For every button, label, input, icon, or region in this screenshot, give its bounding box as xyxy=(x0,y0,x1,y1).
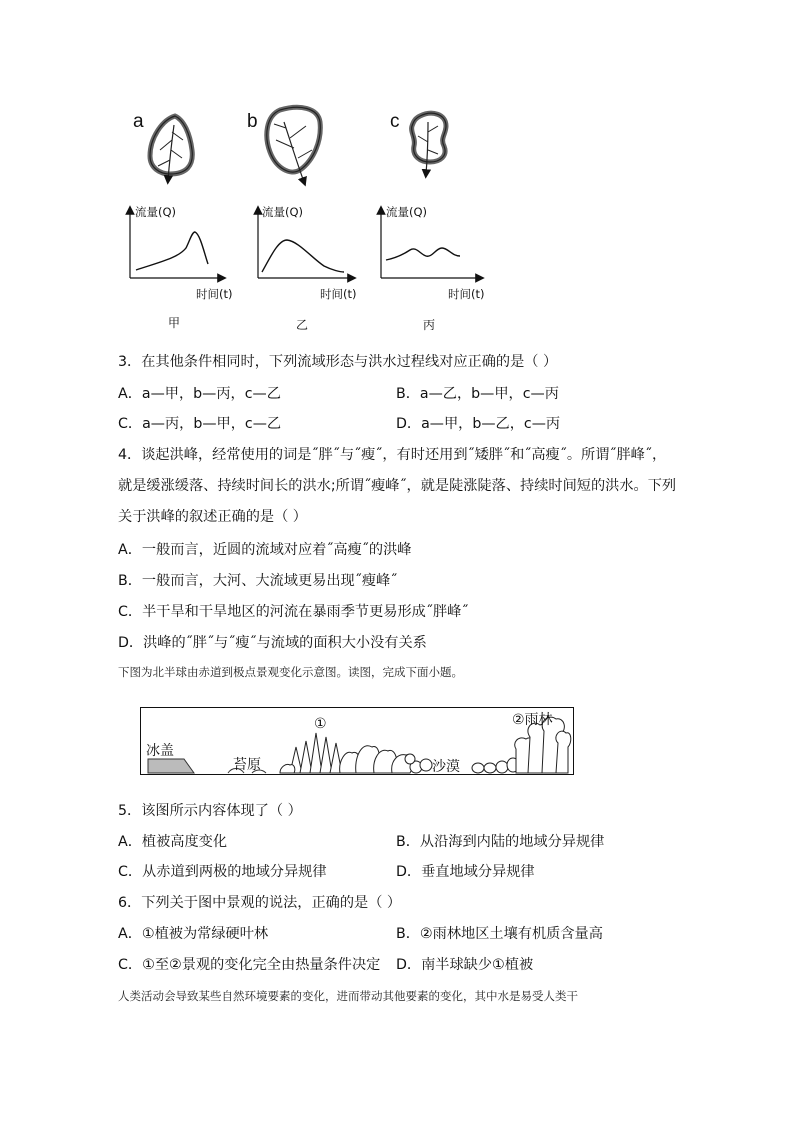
question-3-stem: 3．在其他条件相同时，下列流域形态与洪水过程线对应正确的是（ ） xyxy=(118,354,558,370)
question-4-stem: 4．谈起洪峰，经常使用的词是˝胖˝与˝瘦˝，有时还用到˝矮胖˝和˝高瘦˝。所谓˝胖峰˝，就是缓涨缓落、持续时间长的洪水;所谓˝瘦峰˝，就是陡涨陡落、持续时间短的洪水。下列关于洪峰的叙述正确的是（ ） xyxy=(118,447,677,525)
label-tundra: 苔原 xyxy=(233,757,261,773)
shape-label-b: b xyxy=(247,111,258,132)
question-5-option-c: C．从赤道到两极的地域分异规律 xyxy=(118,864,327,880)
graph-yi-xlabel: 时间(t) xyxy=(320,287,357,301)
graph-jia-xlabel: 时间(t) xyxy=(196,287,233,301)
question-4-option-d: D．洪峰的˝胖˝与˝瘦˝与流域的面积大小没有关系 xyxy=(118,635,427,651)
graph-label-yi: 乙 xyxy=(296,318,309,332)
hydrograph-yi xyxy=(258,210,352,278)
label-marker-1: ① xyxy=(314,716,327,732)
question-3-option-a: A．a—甲，b—丙，c—乙 xyxy=(118,386,281,402)
basin-c-shape xyxy=(412,113,446,174)
hydrograph-bing xyxy=(381,210,480,278)
question-5-option-d: D．垂直地域分异规律 xyxy=(396,864,535,880)
question-5-option-a: A．植被高度变化 xyxy=(118,834,228,850)
graph-jia-ylabel: 流量(Q) xyxy=(135,205,177,219)
question-3-option-d: D．a—甲，b—乙，c—丙 xyxy=(396,416,561,432)
figure-2-intro: 下图为北半球由赤道到极点景观变化示意图。读图，完成下面小题。 xyxy=(118,665,463,679)
section-3-intro: 人类活动会导致某些自然环境要素的变化，进而带动其他要素的变化，其中水是易受人类干 xyxy=(118,989,578,1003)
graph-bing-ylabel: 流量(Q) xyxy=(386,205,428,219)
question-6-stem: 6．下列关于图中景观的说法，正确的是（ ） xyxy=(118,895,402,911)
hydrograph-jia-curve xyxy=(136,232,208,270)
question-5-stem: 5．该图所示内容体现了（ ） xyxy=(118,803,302,819)
hydrograph-yi-curve xyxy=(262,240,344,272)
question-4-option-b: B．一般而言，大河、大流域更易出现˝瘦峰˝ xyxy=(118,573,398,589)
question-3-option-b: B．a—乙，b—甲，c—丙 xyxy=(396,386,559,402)
hydrograph-jia xyxy=(130,210,222,278)
question-6-option-d: D．南半球缺少①植被 xyxy=(396,957,534,973)
graph-bing-xlabel: 时间(t) xyxy=(448,287,485,301)
label-desert: 沙漠 xyxy=(432,759,460,775)
question-3-option-c: C．a—丙，b—甲，c—乙 xyxy=(118,416,282,432)
question-5-option-b: B．从沿海到内陆的地域分异规律 xyxy=(396,834,605,850)
graph-label-bing: 丙 xyxy=(423,318,436,332)
question-6-option-a: A．①植被为常绿硬叶林 xyxy=(118,926,269,942)
graph-label-jia: 甲 xyxy=(168,316,181,330)
graph-yi-ylabel: 流量(Q) xyxy=(262,205,304,219)
basin-a-shape xyxy=(150,116,192,180)
hydrograph-bing-curve xyxy=(386,248,460,260)
label-ice-cap: 冰盖 xyxy=(146,743,174,759)
basin-shapes-figure xyxy=(0,0,794,340)
label-rainforest: ②雨林 xyxy=(512,712,553,728)
basin-b-shape xyxy=(267,107,320,182)
question-6-option-b: B．②雨林地区土壤有机质含量高 xyxy=(396,926,603,942)
landscape-transect-figure xyxy=(140,707,574,775)
shape-label-a: a xyxy=(133,111,144,132)
question-6-option-c: C．①至②景观的变化完全由热量条件决定 xyxy=(118,957,381,973)
question-4-option-a: A．一般而言，近圆的流域对应着˝高瘦˝的洪峰 xyxy=(118,542,412,558)
shape-label-c: c xyxy=(390,111,400,132)
question-4-option-c: C．半干旱和干旱地区的河流在暴雨季节更易形成˝胖峰˝ xyxy=(118,604,469,620)
